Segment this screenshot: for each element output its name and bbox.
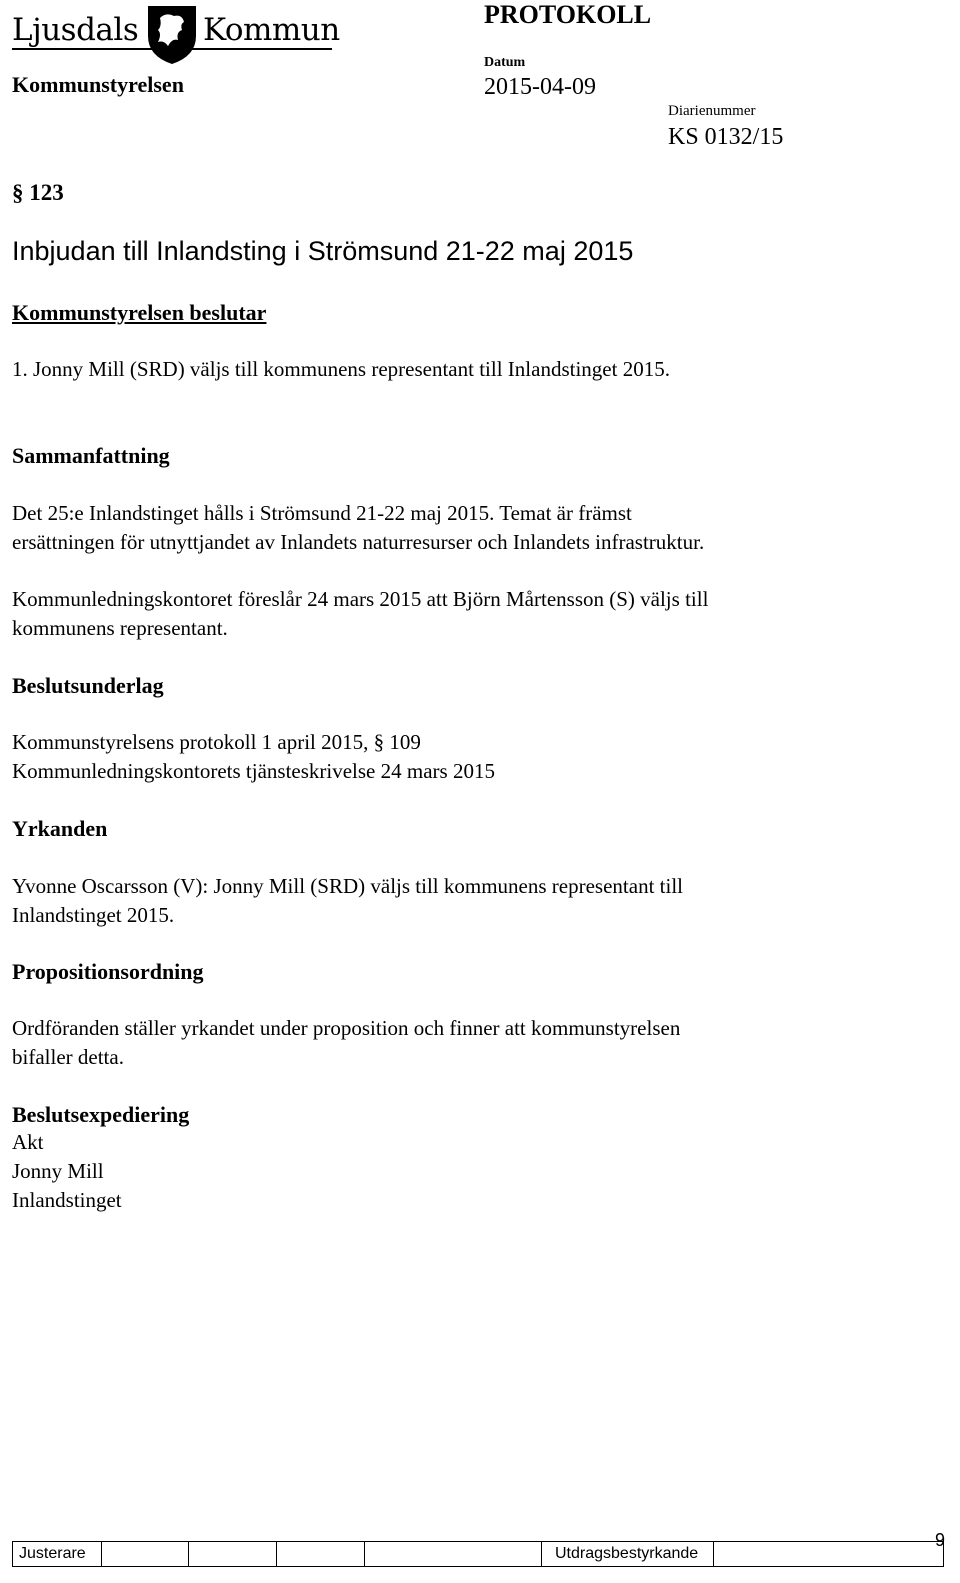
- municipality-logo: [12, 2, 340, 74]
- propositionsordning-line2: bifaller detta.: [12, 1045, 124, 1069]
- propositionsordning-heading: Propositionsordning: [12, 959, 204, 984]
- yrkanden-line2: Inlandstinget 2015.: [12, 903, 175, 927]
- beslut-heading: Kommunstyrelsen beslutar: [12, 300, 267, 325]
- beslutsunderlag-heading: Beslutsunderlag: [12, 673, 164, 698]
- propositionsordning-line1: Ordföranden ställer yrkandet under proposition och finner att kommunstyrelsen: [12, 1016, 681, 1040]
- beslutsexpediering-heading: Beslutsexpediering: [12, 1102, 190, 1127]
- signature-box: [188, 1542, 190, 1566]
- sammanfattning-p2-line2: kommunens representant.: [12, 616, 228, 640]
- signature-box: [276, 1542, 278, 1566]
- sammanfattning-heading: Sammanfattning: [12, 443, 170, 468]
- sammanfattning-p2-line1: Kommunledningskontoret föreslår 24 mars 2015 att Björn Mårtensson (S) väljs till: [12, 587, 709, 611]
- signature-box: [541, 1542, 543, 1566]
- expediering-item: Akt: [12, 1130, 44, 1154]
- logo-text-right: Kommun: [203, 12, 340, 48]
- beslutsunderlag-item: Kommunstyrelsens protokoll 1 april 2015, § 109: [12, 730, 421, 754]
- signature-footer: [12, 1541, 944, 1567]
- diarienummer-value: KS 0132/15: [668, 124, 784, 150]
- coat-of-arms-icon: [146, 2, 198, 66]
- datum-value: 2015-04-09: [484, 74, 596, 100]
- signature-box: [101, 1542, 103, 1566]
- page-number: 9: [935, 1530, 946, 1550]
- datum-label: Datum: [484, 55, 526, 70]
- expediering-item: Jonny Mill: [12, 1159, 104, 1183]
- paragraph-number: § 123: [12, 180, 64, 205]
- logo-underline: [12, 48, 332, 50]
- document-type: PROTOKOLL: [484, 0, 652, 29]
- justerare-label: Justerare: [19, 1545, 86, 1562]
- beslutsunderlag-item: Kommunledningskontorets tjänsteskrivelse 24 mars 2015: [12, 759, 495, 783]
- expediering-item: Inlandstinget: [12, 1188, 122, 1212]
- beslut-item: 1. Jonny Mill (SRD) väljs till kommunens representant till Inlandstinget 2015.: [12, 357, 670, 381]
- sammanfattning-p1-line2: ersättningen för utnyttjandet av Inlandets naturresurser och Inlandets infrastruktur.: [12, 530, 705, 554]
- yrkanden-line1: Yvonne Oscarsson (V): Jonny Mill (SRD) väljs till kommunens representant till: [12, 874, 683, 898]
- yrkanden-heading: Yrkanden: [12, 816, 108, 841]
- organization-name: Kommunstyrelsen: [12, 72, 184, 97]
- signature-box: [713, 1542, 715, 1566]
- logo-text-left: Ljusdals: [12, 12, 139, 48]
- utdragsbestyrkande-label: Utdragsbestyrkande: [555, 1545, 699, 1562]
- sammanfattning-p1-line1: Det 25:e Inlandstinget hålls i Strömsund 21-22 maj 2015. Temat är främst: [12, 501, 632, 525]
- diarienummer-label: Diarienummer: [668, 103, 756, 119]
- signature-box: [364, 1542, 366, 1566]
- page-title: Inbjudan till Inlandsting i Strömsund 21-22 maj 2015: [12, 236, 634, 266]
